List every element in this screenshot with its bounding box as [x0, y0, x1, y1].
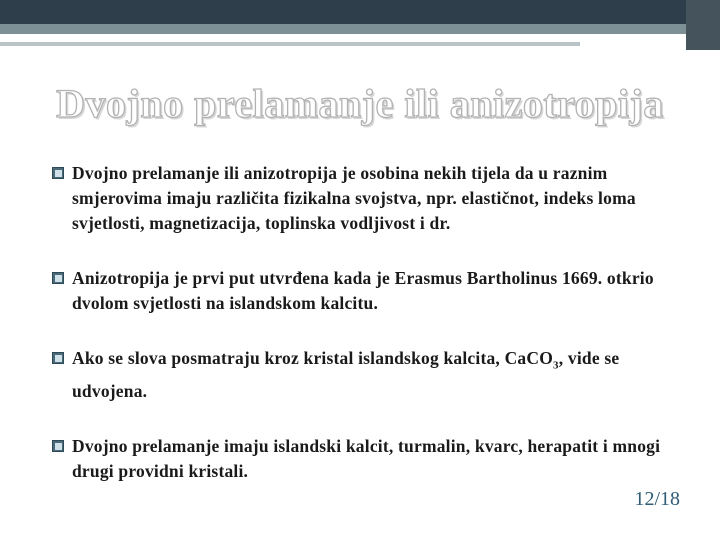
header-corner-block	[686, 0, 720, 50]
bullet-text-part: , vide se udvojena.	[72, 348, 620, 401]
bullet-item	[52, 346, 692, 404]
square-bullet-icon	[52, 167, 64, 179]
subscript: 3	[553, 359, 559, 372]
square-bullet-icon	[52, 272, 64, 284]
slide-title: Dvojno prelamanje ili anizotropija	[56, 81, 664, 126]
bullet-text: Dvojno prelamanje ili anizotropija je osobina nekih tijela da u raznim smjerovima imaju različita fizikalna svojstva, npr. elastičnot, indeks loma svjetlosti, magnetizacija, toplinska vodljivost i dr.	[72, 163, 636, 233]
page-number: 12/18	[634, 488, 680, 510]
bullet-text: Anizotropija je prvi put utvrđena kada je Erasmus Bartholinus 1669. otkrio dvolom svjetlosti na islandskom kalcitu.	[72, 268, 654, 313]
bullet-text	[72, 346, 692, 404]
bullet-list	[52, 161, 692, 514]
header-accent-band	[0, 24, 686, 34]
square-bullet-icon	[52, 352, 64, 364]
bullet-item	[52, 434, 692, 484]
bullet-item	[52, 161, 692, 236]
header-band	[0, 0, 720, 24]
bullet-text: Dvojno prelamanje imaju islandski kalcit, turmalin, kvarc, herapatit i mnogi drugi providni kristali.	[72, 435, 661, 481]
header-thin-line	[0, 42, 580, 46]
square-bullet-icon	[52, 440, 64, 452]
bullet-text-part: Ako se slova posmatraju kroz kristal islandskog kalcita, CaCO	[72, 348, 554, 368]
bullet-item	[52, 266, 692, 316]
